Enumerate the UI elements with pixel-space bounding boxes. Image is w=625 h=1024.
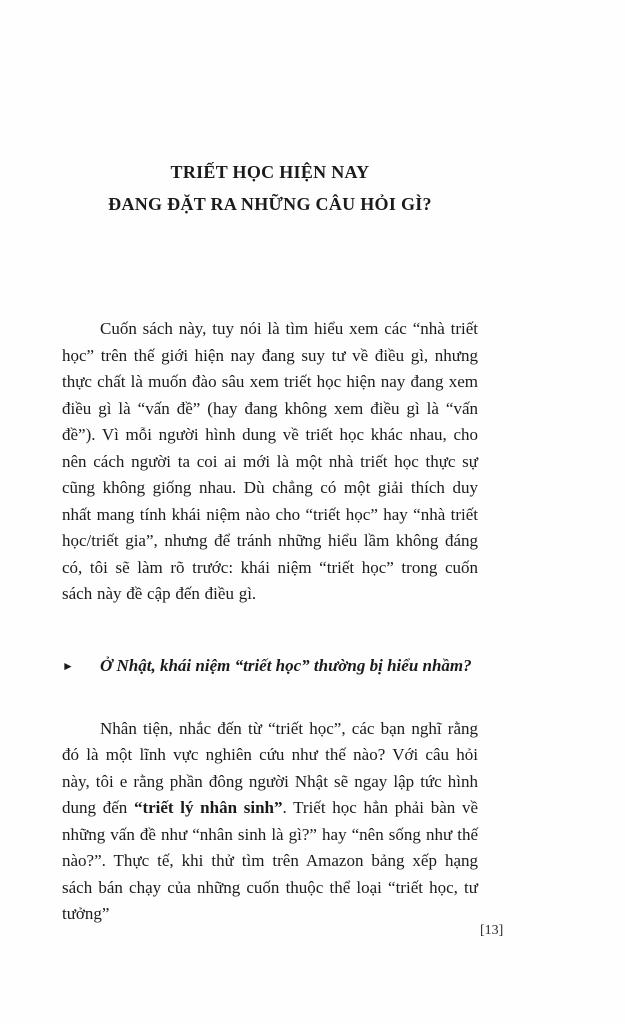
chapter-title-line1: TRIẾT HỌC HIỆN NAY: [170, 162, 370, 182]
paragraph-body-part1: Nhân tiện, nhắc đến từ “triết học”, các bạn nghĩ rằng đó là một lĩnh vực nghiên cứu như thế nào? Với câu hỏi này, tôi e rằng phần đông người Nhật sẽ ngay lập tức hình dung đến: [62, 718, 478, 817]
arrow-marker-icon: ►: [62, 658, 74, 673]
paragraph-body-part2: . Triết học hẳn phải bàn về những vấn đề như “nhân sinh là gì?” hay “nên sống như thế nào?”. Thực tế, khi thử tìm trên Amazon bảng xếp hạng sách bán chạy của những cuốn thuộc thể loại “triết học, tư tưởng”: [62, 798, 478, 923]
emphasized-phrase: “triết lý nhân sinh”: [133, 798, 283, 817]
chapter-title-line2: ĐANG ĐẶT RA NHỮNG CÂU HỎI GÌ?: [108, 194, 432, 214]
page-number: [13]: [480, 923, 504, 938]
chapter-title: [62, 0, 478, 220]
paragraph-intro: Cuốn sách này, tuy nói là tìm hiểu xem các “nhà triết học” trên thế giới hiện nay đang suy tư về điều gì, nhưng thực chất là muốn đào sâu xem triết học hiện nay đang xem điều gì là “vấn đề” (hay đang không xem điều gì là “vấn đề”). Vì mỗi người hình dung về triết học khác nhau, cho nên cách người ta coi ai mới là một nhà triết học thực sự cũng không giống nhau. Dù chẳng có một giải thích duy nhất mang tính khái niệm nào cho “triết học” hay “nhà triết học/triết gia”, nhưng để tránh những hiểu lầm không đáng có, tôi sẽ làm rõ trước: khái niệm “triết học” trong cuốn sách này đề cập đến điều gì.: [62, 319, 478, 603]
paragraph-body: [62, 716, 478, 928]
section-heading-text: Ở Nhật, khái niệm “triết học” thường bị hiểu nhầm?: [100, 655, 472, 675]
section-heading: [62, 652, 478, 680]
text-column: [62, 0, 478, 928]
